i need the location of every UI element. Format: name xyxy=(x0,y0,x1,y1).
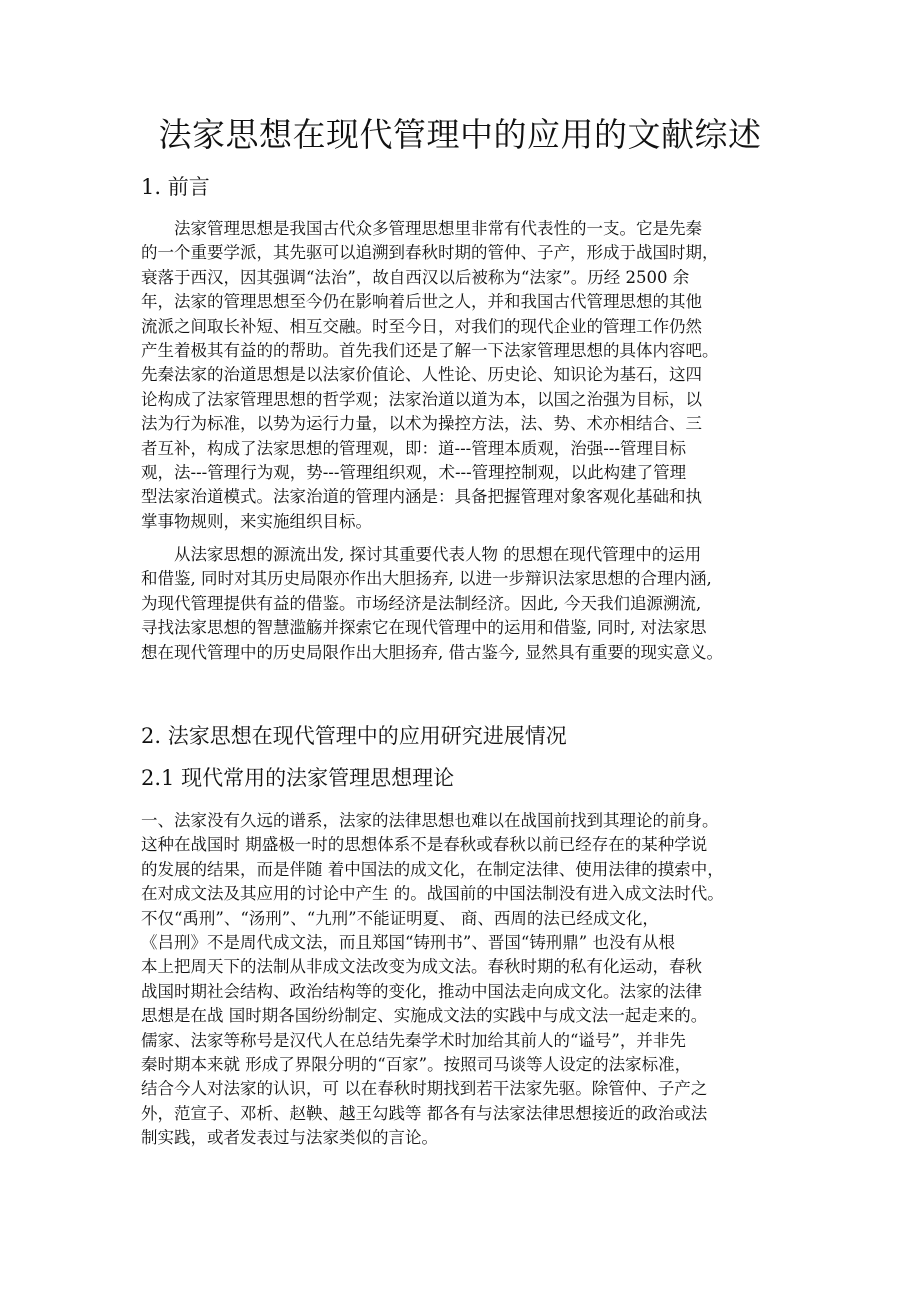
text-line: 为现代管理提供有益的借鉴。市场经济是法制经济。因此, 今天我们追源溯流, xyxy=(141,593,702,613)
text-line: 在对成文法及其应用的讨论中产生 的。战国前的中国法制没有进入成文法时代。 xyxy=(141,884,724,904)
text-line: 观，法---管理行为观，势---管理组织观，术---管理控制观，以此构建了管理 xyxy=(141,462,687,482)
text-line: 衰落于西汉，因其强调“法治”，故自西汉以后被称为“法家”。历经 2500 余 xyxy=(141,267,690,287)
text-line: 儒家、法家等称号是汉代人在总结先秦学术时加给其前人的“谥号”，并非先 xyxy=(141,1030,686,1050)
section-heading-theories: 2.1 现代常用的法家管理思想理论 xyxy=(141,766,455,790)
preface-paragraph-2 xyxy=(141,543,801,665)
text-line: 产生着极其有益的的帮助。首先我们还是了解一下法家管理思想的具体内容吧。 xyxy=(141,340,719,360)
text-line: 《吕刑》不是周代成文法，而且郑国“铸刑书”、晋国“铸刑鼎” 也没有从根 xyxy=(141,932,675,952)
text-line: 外，范宣子、邓析、赵鞅、越王勾践等 都各有与法家法律思想接近的政治或法 xyxy=(141,1103,708,1123)
text-line: 的发展的结果，而是伴随 着中国法的成文化，在制定法律、使用法律的摸索中， xyxy=(141,859,724,879)
text-line: 法为行为标准，以势为运行力量，以术为操控方法，法、势、术亦相结合、三 xyxy=(141,414,702,434)
text-line: 本上把周天下的法制从非成文法改变为成文法。春秋时期的私有化运动，春秋 xyxy=(141,957,702,977)
text-line: 流派之间取长补短、相互交融。时至今日，对我们的现代企业的管理工作仍然 xyxy=(141,316,702,336)
text-line: 一、法家没有久远的谱系，法家的法律思想也难以在战国前找到其理论的前身。 xyxy=(141,811,719,830)
text-line: 先秦法家的治道思想是以法家价值论、人性论、历史论、知识论为基石，这四 xyxy=(141,365,702,385)
text-line: 寻找法家思想的智慧滥觞并探索它在现代管理中的运用和借鉴, 同时, 对法家思 xyxy=(141,618,707,638)
text-line: 秦时期本来就 形成了界限分明的“百家”。按照司马谈等人设定的法家标准， xyxy=(141,1054,692,1074)
section-heading-research-progress: 2. 法家思想在现代管理中的应用研究进展情况 xyxy=(141,724,567,748)
preface-paragraph-1 xyxy=(141,217,801,534)
text-line: 法家管理思想是我国古代众多管理思想里非常有代表性的一支。它是先秦 xyxy=(174,219,702,238)
theories-paragraph-1 xyxy=(141,809,801,1150)
text-line: 和借鉴, 同时对其历史局限亦作出大胆扬弃, 以进一步辩识法家思想的合理内涵, xyxy=(141,569,712,589)
section-heading-preface: 1. 前言 xyxy=(141,175,210,199)
text-line: 想在现代管理中的历史局限作出大胆扬弃, 借古鉴今, 显然具有重要的现实意义。 xyxy=(141,642,723,662)
text-line: 者互补，构成了法家思想的管理观，即：道---管理本质观，治强---管理目标 xyxy=(141,438,686,458)
text-line: 不仅“禹刑”、“汤刑”、“九刑”不能证明夏、 商、西周的法已经成文化， xyxy=(141,908,659,928)
text-line: 的一个重要学派，其先驱可以追溯到春秋时期的管仲、子产，形成于战国时期， xyxy=(141,243,719,263)
text-line: 制实践，或者发表过与法家类似的言论。 xyxy=(141,1128,438,1148)
text-line: 型法家治道模式。法家治道的管理内涵是：具备把握管理对象客观化基础和执 xyxy=(141,487,702,507)
text-line: 思想是在战 国时期各国纷纷制定、实施成文法的实践中与成文法一起走来的。 xyxy=(141,1006,708,1026)
text-line: 年，法家的管理思想至今仍在影响着后世之人，并和我国古代管理思想的其他 xyxy=(141,292,702,312)
text-line: 论构成了法家管理思想的哲学观；法家治道以道为本，以国之治强为目标，以 xyxy=(141,389,702,409)
document-title: 法家思想在现代管理中的应用的文献综述 xyxy=(158,115,762,154)
text-line: 从法家思想的源流出发, 探讨其重要代表人物 的思想在现代管理中的运用 xyxy=(174,545,702,564)
text-line: 掌事物规则，来实施组织目标。 xyxy=(141,511,372,531)
text-line: 战国时期社会结构、政治结构等的变化，推动中国法走向成文化。法家的法律 xyxy=(141,981,702,1001)
text-line: 结合今人对法家的认识，可 以在春秋时期找到若干法家先驱。除管仲、子产之 xyxy=(141,1079,708,1099)
text-line: 这种在战国时 期盛极一时的思想体系不是春秋或春秋以前已经存在的某种学说 xyxy=(141,835,708,855)
